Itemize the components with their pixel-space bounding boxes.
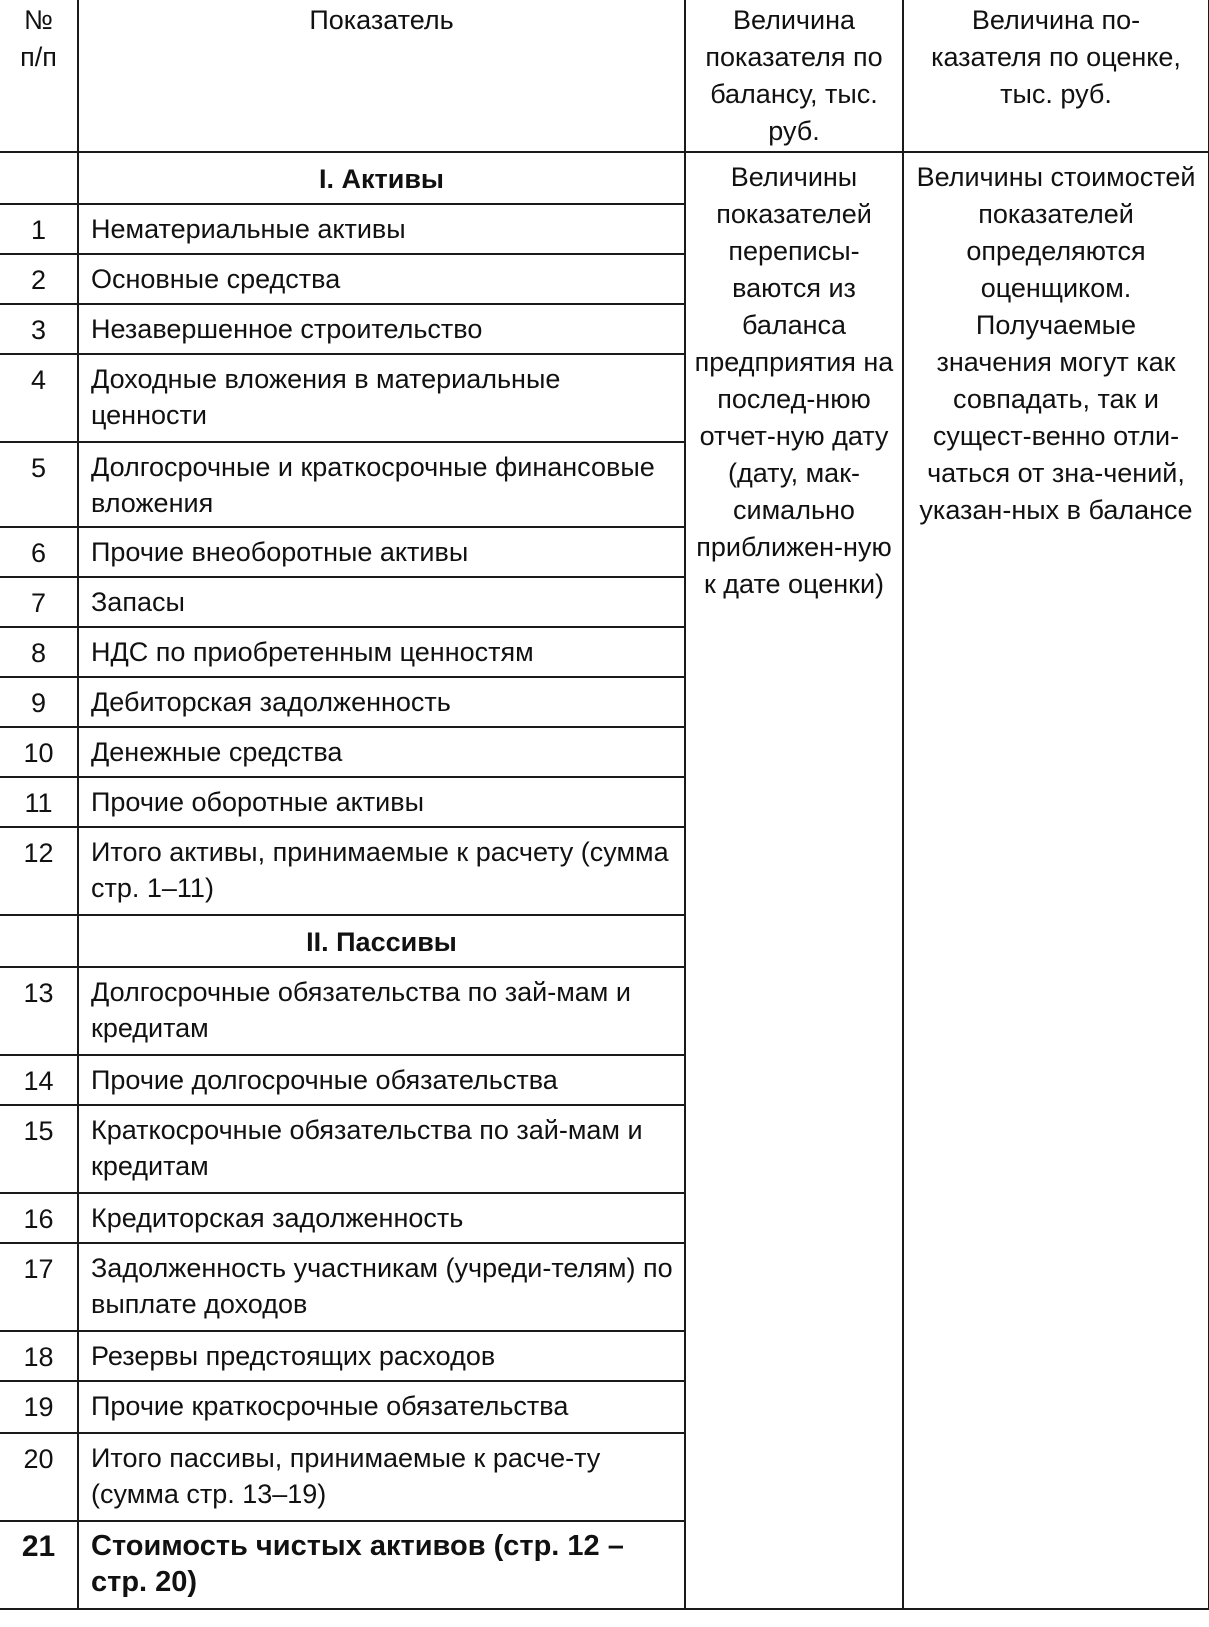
row-num: 14 xyxy=(0,1055,78,1105)
row-num: 11 xyxy=(0,777,78,827)
row-indicator: Прочие оборотные активы xyxy=(78,777,685,827)
row-indicator: Резервы предстоящих расходов xyxy=(78,1331,685,1381)
row-num: 13 xyxy=(0,967,78,1055)
row-indicator: Итого активы, принимаемые к расчету (сумма стр. 1–11) xyxy=(78,827,685,915)
row-indicator: Кредиторская задолженность xyxy=(78,1193,685,1243)
row-num: 7 xyxy=(0,577,78,627)
balance-note: Величины показателей переписы-ваются из баланса предприятия на послед-нюю отчет-ную дату (дату, мак-симально приближен-ную к дате оценки) xyxy=(685,152,903,1609)
estimate-note: Величины стоимостей показателей определяются оценщиком. Получаемые значения могут как совпадать, так и сущест-венно отли-чаться от зна-чений, указан-ных в балансе xyxy=(903,152,1209,1609)
row-num: 16 xyxy=(0,1193,78,1243)
row-indicator: Долгосрочные и краткосрочные финансовые вложения xyxy=(78,442,685,527)
row-num: 20 xyxy=(0,1433,78,1521)
row-indicator: Нематериальные активы xyxy=(78,204,685,254)
row-indicator: Долгосрочные обязательства по зай-мам и кредитам xyxy=(78,967,685,1055)
header-num xyxy=(0,0,78,152)
section-title-liabilities: II. Пассивы xyxy=(78,915,685,967)
row-indicator: Стоимость чистых активов (стр. 12 – стр. 20) xyxy=(78,1521,685,1609)
row-indicator: Денежные средства xyxy=(78,727,685,777)
row-indicator: НДС по приобретенным ценностям xyxy=(78,627,685,677)
row-indicator: Прочие краткосрочные обязательства xyxy=(78,1381,685,1433)
row-num: 2 xyxy=(0,254,78,304)
header-num-label: № п/п xyxy=(20,5,57,72)
row-num: 1 xyxy=(0,204,78,254)
row-num: 3 xyxy=(0,304,78,354)
row-num: 10 xyxy=(0,727,78,777)
row-num: 18 xyxy=(0,1331,78,1381)
section-num-empty xyxy=(0,152,78,204)
row-indicator: Краткосрочные обязательства по зай-мам и кредитам xyxy=(78,1105,685,1193)
row-num: 19 xyxy=(0,1381,78,1433)
header-indicator: Показатель xyxy=(78,0,685,152)
row-indicator: Основные средства xyxy=(78,254,685,304)
header-balance: Величина показателя по балансу, тыс. руб. xyxy=(685,0,903,152)
section-num-empty xyxy=(0,915,78,967)
row-indicator: Задолженность участникам (учреди-телям) по выплате доходов xyxy=(78,1243,685,1331)
row-num: 17 xyxy=(0,1243,78,1331)
section-row-assets xyxy=(0,152,1209,204)
row-indicator: Итого пассивы, принимаемые к расче-ту (сумма стр. 13–19) xyxy=(78,1433,685,1521)
row-num: 4 xyxy=(0,354,78,442)
header-row xyxy=(0,0,1209,152)
row-indicator: Запасы xyxy=(78,577,685,627)
row-indicator: Дебиторская задолженность xyxy=(78,677,685,727)
row-num: 21 xyxy=(0,1521,78,1609)
row-indicator: Прочие внеоборотные активы xyxy=(78,527,685,577)
row-num: 9 xyxy=(0,677,78,727)
row-num: 12 xyxy=(0,827,78,915)
row-num: 8 xyxy=(0,627,78,677)
row-num: 15 xyxy=(0,1105,78,1193)
row-indicator: Незавершенное строительство xyxy=(78,304,685,354)
section-title-assets: I. Активы xyxy=(78,152,685,204)
row-indicator: Прочие долгосрочные обязательства xyxy=(78,1055,685,1105)
row-num: 5 xyxy=(0,442,78,527)
row-num: 6 xyxy=(0,527,78,577)
header-estimate: Величина по-казателя по оценке, тыс. руб. xyxy=(903,0,1209,152)
row-indicator: Доходные вложения в материальные ценности xyxy=(78,354,685,442)
